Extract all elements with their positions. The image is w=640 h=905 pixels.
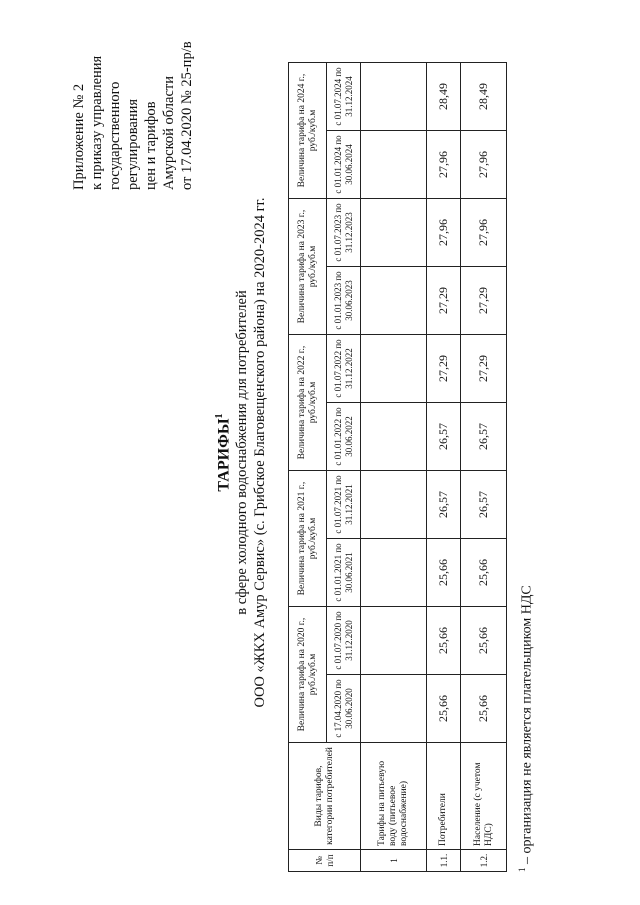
row-name: Тарифы на питьевую воду (питьевое водоснабжение) (361, 743, 427, 850)
header-period: с 01.07.2024 по 31.12.2024 (327, 63, 361, 131)
tariff-cell: 25,66 (461, 607, 507, 675)
title-heading: ТАРИФЫ (215, 418, 233, 492)
row-name: Население (с учетом НДС) (461, 743, 507, 850)
tariff-table (288, 62, 507, 872)
title-footnote-mark: 1 (214, 413, 225, 419)
header-year: Величина тарифа на 2024 г., руб./куб.м (289, 63, 327, 199)
header-period: с 01.07.2020 по 31.12.2020 (327, 607, 361, 675)
tariff-cell: 26,57 (461, 471, 507, 539)
tariff-cell: 26,57 (427, 471, 461, 539)
header-year: Величина тарифа на 2023 г., руб./куб.м (289, 199, 327, 335)
tariff-cell: 27,29 (427, 267, 461, 335)
title-line: в сфере холодного водоснабжения для потребителей (234, 290, 251, 615)
tariff-cell: 26,57 (461, 403, 507, 471)
appendix-line: к приказу управления (89, 55, 105, 190)
footnote-mark: 1 (517, 867, 527, 872)
row-num: 1.2. (461, 850, 507, 872)
tariff-cell (361, 675, 427, 743)
table-row (427, 63, 461, 872)
header-period: с 01.07.2021 по 31.12.2021 (327, 471, 361, 539)
header-period: с 01.01.2024 по 30.06.2024 (327, 131, 361, 199)
header-period: с 17.04.2020 по 30.06.2020 (327, 675, 361, 743)
tariff-cell: 27,96 (427, 131, 461, 199)
header-num: № п/п (289, 850, 361, 872)
tariff-cell: 27,96 (427, 199, 461, 267)
footnote (517, 585, 536, 872)
tariff-cell (361, 607, 427, 675)
tariff-cell: 27,96 (461, 131, 507, 199)
header-period: с 01.01.2023 по 30.06.2023 (327, 267, 361, 335)
appendix-line: от 17.04.2020 № 25-пр/в (179, 41, 195, 190)
header-type: Виды тарифов, категории потребителей (289, 743, 361, 850)
header-year: Величина тарифа на 2021 г., руб./куб.м (289, 471, 327, 607)
table-row (361, 63, 427, 872)
tariff-cell: 27,96 (461, 199, 507, 267)
tariff-cell (361, 63, 427, 131)
table-row (461, 63, 507, 872)
header-year: Величина тарифа на 2020 г., руб./куб.м (289, 607, 327, 743)
tariff-cell: 26,57 (427, 403, 461, 471)
tariff-cell (361, 539, 427, 607)
tariff-cell (361, 335, 427, 403)
header-period: с 01.01.2021 по 30.06.2021 (327, 539, 361, 607)
tariff-cell (361, 403, 427, 471)
document-title (210, 0, 269, 905)
appendix-line: государственного регулирования (107, 81, 141, 190)
tariff-cell (361, 199, 427, 267)
header-period: с 01.07.2022 по 31.12.2022 (327, 335, 361, 403)
row-name: Потребители (427, 743, 461, 850)
tariff-cell: 25,66 (427, 539, 461, 607)
footnote-text: – организация не является плательщиком НДС (519, 585, 535, 868)
header-year: Величина тарифа на 2022 г., руб./куб.м (289, 335, 327, 471)
header-period: с 01.07.2023 по 31.12.2023 (327, 199, 361, 267)
appendix-line: цен и тарифов Амурской области (143, 76, 177, 190)
title-line: ООО «ЖКХ Амур Сервис» (с. Грибское Благовещенского района) на 2020-2024 гг. (252, 197, 269, 708)
tariff-cell: 28,49 (427, 63, 461, 131)
tariff-cell (361, 471, 427, 539)
appendix-header (70, 40, 196, 190)
tariff-cell: 27,29 (461, 335, 507, 403)
row-num: 1.1. (427, 850, 461, 872)
tariff-cell: 25,66 (427, 675, 461, 743)
header-period: с 01.01.2022 по 30.06.2022 (327, 403, 361, 471)
tariff-cell: 25,66 (461, 675, 507, 743)
row-num: 1 (361, 850, 427, 872)
appendix-line: Приложение № 2 (71, 83, 87, 190)
tariff-cell: 27,29 (461, 267, 507, 335)
tariff-cell: 25,66 (427, 607, 461, 675)
tariff-cell: 25,66 (461, 539, 507, 607)
tariff-cell: 27,29 (427, 335, 461, 403)
tariff-cell (361, 131, 427, 199)
tariff-cell (361, 267, 427, 335)
tariff-cell: 28,49 (461, 63, 507, 131)
